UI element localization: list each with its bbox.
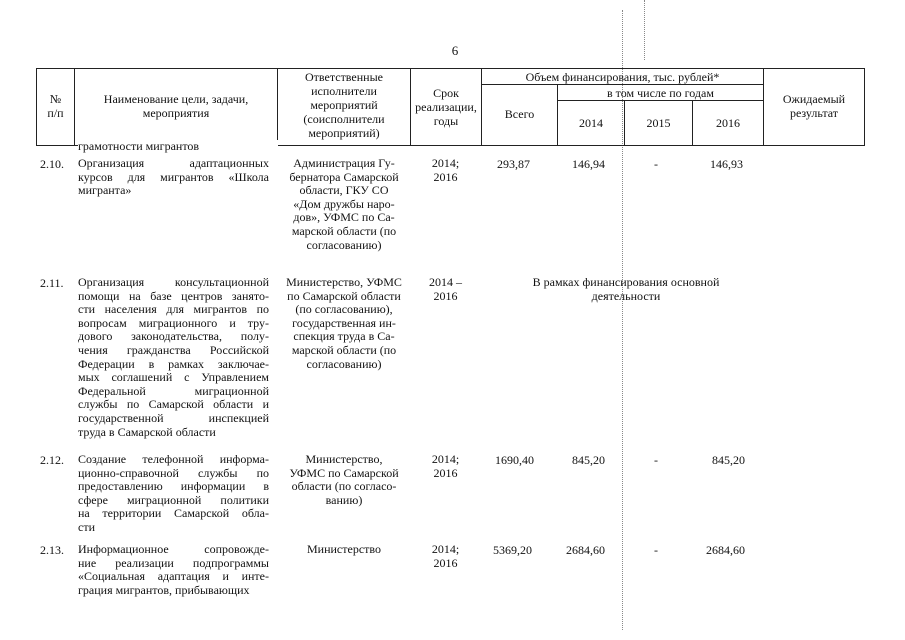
header-year-2014: 2014 bbox=[579, 116, 603, 130]
header-num: № п/п bbox=[47, 92, 64, 120]
row-name: Организация адаптационных курсов для мигрантов «Школа мигранта» bbox=[78, 156, 269, 198]
header-executors: Ответственные исполнители мероприятий (соисполнители мероприятий) bbox=[303, 70, 385, 140]
row-number: 2.10. bbox=[40, 157, 64, 171]
row-funding-note: В рамках финансирования основной деятельности bbox=[532, 275, 720, 303]
header-term: Срок реализации, годы bbox=[415, 86, 477, 128]
continuation-text: грамотности мигрантов bbox=[78, 140, 278, 153]
header-result: Ожидаемый результат bbox=[782, 92, 846, 120]
scan-artifact-line bbox=[622, 10, 623, 630]
row-total: 293,87 bbox=[497, 157, 530, 171]
header-total: Всего bbox=[504, 107, 535, 121]
header-by-years: в том числе по годам bbox=[607, 86, 714, 100]
header-year-2015: 2015 bbox=[646, 116, 671, 130]
row-term: 2014; 2016 bbox=[431, 542, 460, 570]
row-number: 2.13. bbox=[40, 543, 64, 557]
row-term: 2014; 2016 bbox=[431, 452, 460, 480]
row-executors: Министерство bbox=[307, 542, 381, 556]
row-2016: 2684,60 bbox=[706, 543, 745, 557]
row-executors: Министерство, УФМС по Самарской области (по согласо- ванию) bbox=[289, 452, 399, 507]
row-executors: Министерство, УФМС по Самарской области (по согласованию), государственная ин- спекция труда в Са- марской области (по согласованию) bbox=[286, 275, 402, 371]
row-name: Создание телефонной информа- ционно-справочной службы по предоставлению информации в сфере миграционной политики на территории Самарской обла- сти bbox=[78, 452, 269, 534]
row-2016: 845,20 bbox=[712, 453, 745, 467]
row-2014: 146,94 bbox=[572, 157, 605, 171]
row-name: Организация консультационной помощи на базе центров занято- сти населения для мигрантов по вопросам миграционного и тру- дового законодательства, полу- чения гражданства Российской Федерации в рамках заключае- мых соглашений с Управлением Федеральной миграционной службы по Самарской области и государственной инспекцией труда в Самарской области bbox=[78, 275, 269, 439]
page-number: 6 bbox=[451, 43, 459, 58]
scan-artifact-line-top bbox=[644, 0, 645, 60]
row-name: Информационное сопровожде- ние реализации подпрограммы «Социальная адаптация и инте- грация мигрантов, прибывающих bbox=[78, 542, 269, 597]
header-year-2016: 2016 bbox=[716, 116, 740, 130]
header-funding: Объем финансирования, тыс. рублей* bbox=[525, 70, 720, 84]
row-number: 2.11. bbox=[40, 276, 64, 290]
row-2015: - bbox=[654, 453, 658, 467]
row-total: 1690,40 bbox=[495, 453, 534, 467]
row-total: 5369,20 bbox=[493, 543, 532, 557]
row-2015: - bbox=[654, 543, 658, 557]
row-number: 2.12. bbox=[40, 453, 64, 467]
row-2015: - bbox=[654, 157, 658, 171]
header-name: Наименование цели, задачи, мероприятия bbox=[103, 92, 249, 120]
row-2014: 2684,60 bbox=[566, 543, 605, 557]
row-executors: Администрация Гу- бернатора Самарской области, ГКУ СО «Дом дружбы наро- дов», УФМС по Са- марской области (по согласованию) bbox=[289, 156, 399, 252]
row-2016: 146,93 bbox=[710, 157, 743, 171]
row-term: 2014 – 2016 bbox=[429, 275, 462, 303]
row-term: 2014; 2016 bbox=[431, 156, 460, 184]
row-2014: 845,20 bbox=[572, 453, 605, 467]
